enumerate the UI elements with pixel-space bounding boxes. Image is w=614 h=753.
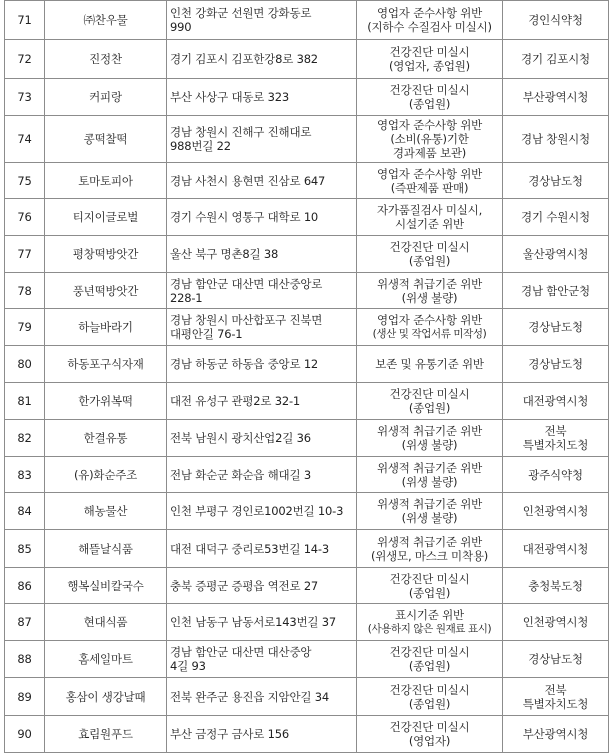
business-address-line: 대평안길 76-1: [170, 327, 243, 341]
table-row: [5, 199, 609, 236]
business-name: 해뜰날식품: [45, 530, 167, 568]
violation-detail: [357, 716, 503, 753]
violation-detail-line: 건강진단 미실시: [389, 240, 470, 254]
violations-table-body: [5, 1, 609, 753]
table-row: [5, 604, 609, 641]
row-number: 84: [5, 493, 45, 530]
business-name: 한가위복떡: [45, 383, 167, 420]
business-address-line: 990: [170, 20, 192, 34]
business-name: 행복실비칼국수: [45, 568, 167, 604]
row-number: 89: [5, 678, 45, 716]
violation-detail-line: 영업자 준수사항 위반: [376, 313, 483, 327]
row-number: 79: [5, 309, 45, 346]
business-name: 하늘바라기: [45, 309, 167, 346]
violation-detail-line: 건강진단 미실시: [389, 83, 470, 97]
violation-detail: [357, 1, 503, 40]
violation-detail: [357, 383, 503, 420]
row-number: 85: [5, 530, 45, 568]
violation-detail: [357, 273, 503, 309]
table-row: [5, 530, 609, 568]
business-address-line: 4길 93: [170, 659, 206, 673]
violation-detail: [357, 678, 503, 716]
violation-detail-line: (위생모, 마스크 미착용): [370, 548, 489, 563]
agency: 충청북도청: [503, 568, 609, 604]
agency: 경기 수원시청: [503, 199, 609, 236]
business-address: [167, 641, 357, 678]
business-address-line: 인천 부평구 경인로1002번길 10-3: [170, 504, 344, 518]
business-address-line: 경남 창원시 마산합포구 진북면: [170, 313, 323, 327]
business-address-line: 인천 남동구 남동서로143번길 37: [170, 615, 336, 629]
violation-detail-line: 영업자 준수사항 위반: [376, 166, 483, 181]
business-name: 진정찬: [45, 40, 167, 79]
agency: 경남 함안군청: [503, 273, 609, 309]
table-row: [5, 346, 609, 383]
row-number: 81: [5, 383, 45, 420]
business-address: [167, 273, 357, 309]
business-address-line: 전북 남원시 광치산업2길 36: [170, 431, 311, 445]
agency: 인천광역시청: [503, 604, 609, 641]
business-name: 하동포구식자재: [45, 346, 167, 383]
business-address: [167, 1, 357, 40]
row-number: 75: [5, 163, 45, 199]
violation-detail-line: 위생적 취급기준 위반: [376, 534, 483, 549]
business-address: [167, 236, 357, 273]
business-address: [167, 420, 357, 457]
business-address-line: 228-1: [170, 290, 203, 305]
row-number: 87: [5, 604, 45, 641]
business-address: [167, 457, 357, 493]
business-address: [167, 309, 357, 346]
violation-detail-line: 자가품질검사 미실시,: [376, 203, 483, 217]
violation-detail-line: 위생적 취급기준 위반: [376, 460, 483, 475]
business-address-line: 대전 유성구 관평2로 32-1: [170, 394, 301, 408]
agency: 대전광역시청: [503, 530, 609, 568]
agency: 대전광역시청: [503, 383, 609, 420]
business-name: 풍년떡방앗간: [45, 273, 167, 309]
table-row: [5, 568, 609, 604]
business-name: 홈세일마트: [45, 641, 167, 678]
violation-detail-line: (영업자, 종업원): [389, 59, 470, 73]
business-address-line: 988번길 22: [170, 139, 231, 153]
business-name: 해농물산: [45, 493, 167, 530]
row-number: 76: [5, 199, 45, 236]
agency: 인천광역시청: [503, 493, 609, 530]
violation-detail-line: (위생 불량): [401, 438, 458, 452]
violation-detail: [357, 641, 503, 678]
table-row: [5, 79, 609, 116]
violation-detail-line: 위생적 취급기준 위반: [376, 276, 483, 291]
business-address-line: 경기 김포시 김포한강8로 382: [170, 52, 318, 66]
violation-detail-line: 건강진단 미실시: [389, 45, 470, 59]
violation-detail-line: 위생적 취급기준 위반: [376, 424, 483, 438]
violation-detail-line: (생산 및 작업서류 미작성): [372, 328, 487, 340]
row-number: 80: [5, 346, 45, 383]
row-number: 86: [5, 568, 45, 604]
table-row: [5, 383, 609, 420]
violation-detail-line: 시설기준 위반: [395, 217, 464, 231]
violations-table: [4, 0, 609, 753]
violation-detail: [357, 493, 503, 530]
business-name: 효림원푸드: [45, 716, 167, 753]
violation-detail-line: (종업원): [408, 401, 451, 415]
violation-detail-line: 영업자 준수사항 위반: [376, 6, 483, 20]
business-address: [167, 604, 357, 641]
business-address: [167, 163, 357, 199]
business-address-line: 경남 함안군 대산면 대산중앙로: [170, 276, 323, 291]
agency: 경상남도청: [503, 641, 609, 678]
table-row: [5, 116, 609, 163]
violation-detail-line: 건강진단 미실시: [389, 682, 470, 697]
table-row: [5, 40, 609, 79]
agency: 경남 창원시청: [503, 116, 609, 163]
business-address-line: 경남 하동군 하동읍 중앙로 12: [170, 357, 319, 371]
business-address: [167, 568, 357, 604]
agency: 울산광역시청: [503, 236, 609, 273]
violation-detail-line: 건강진단 미실시: [389, 571, 470, 586]
business-address: [167, 383, 357, 420]
business-address: [167, 79, 357, 116]
agency: 경상남도청: [503, 163, 609, 199]
row-number: 73: [5, 79, 45, 116]
table-row: [5, 493, 609, 530]
violation-detail: [357, 530, 503, 568]
violation-detail: [357, 309, 503, 346]
business-name: ㈜찬우물: [45, 1, 167, 40]
table-row: [5, 457, 609, 493]
business-address: [167, 116, 357, 163]
violation-detail: [357, 79, 503, 116]
agency: 부산광역시청: [503, 79, 609, 116]
row-number: 72: [5, 40, 45, 79]
row-number: 71: [5, 1, 45, 40]
row-number: 83: [5, 457, 45, 493]
business-address: [167, 199, 357, 236]
violation-detail: [357, 420, 503, 457]
violation-detail-line: (위생 불량): [401, 290, 458, 305]
business-address-line: 부산 금정구 금사로 156: [170, 727, 289, 741]
violation-detail-line: (사용하지 않은 원재료 표시): [367, 623, 492, 635]
business-address-line: 경남 함안군 대산면 대산중앙: [170, 645, 312, 659]
violation-detail: [357, 236, 503, 273]
business-address-line: 울산 북구 명촌8길 38: [170, 247, 279, 261]
violation-detail: [357, 604, 503, 641]
violation-detail-line: 보존 및 유통기준 위반: [375, 357, 484, 371]
table-row: [5, 236, 609, 273]
business-name: 콩떡찰떡: [45, 116, 167, 163]
business-address-line: 경남 사천시 용현면 진삼로 647: [170, 173, 326, 188]
business-name: 평창떡방앗간: [45, 236, 167, 273]
violation-detail-line: 표시기준 위반: [395, 608, 464, 622]
violation-detail-line: (종업원): [408, 659, 451, 673]
business-name: 티지이글로벌: [45, 199, 167, 236]
business-name: 홍삼이 생강날때: [45, 678, 167, 716]
table-row: [5, 716, 609, 753]
table-row: [5, 273, 609, 309]
agency: 광주식약청: [503, 457, 609, 493]
violation-detail: [357, 346, 503, 383]
business-name: 커피랑: [45, 79, 167, 116]
violation-detail-line: (종업원): [408, 696, 451, 711]
row-number: 82: [5, 420, 45, 457]
row-number: 88: [5, 641, 45, 678]
violation-detail-line: 위생적 취급기준 위반: [376, 497, 483, 511]
table-row: [5, 163, 609, 199]
business-name: 현대식품: [45, 604, 167, 641]
violation-detail-line: (위생 불량): [401, 511, 458, 525]
violation-detail-line: (지하수 수질검사 미실시): [367, 20, 492, 34]
table-row: [5, 641, 609, 678]
business-address-line: 인천 강화군 선원면 강화동로: [170, 6, 312, 20]
violation-detail-line: 건강진단 미실시: [389, 720, 470, 734]
row-number: 74: [5, 116, 45, 163]
violation-detail-line: (종업원): [408, 97, 451, 111]
agency: 전북 특별자치도청: [503, 420, 609, 457]
violation-detail-line: (종업원): [408, 254, 451, 268]
agency: 경상남도청: [503, 309, 609, 346]
violation-detail-line: (종업원): [408, 585, 451, 600]
violation-detail: [357, 163, 503, 199]
table-row: [5, 420, 609, 457]
business-address: [167, 40, 357, 79]
row-number: 90: [5, 716, 45, 753]
row-number: 77: [5, 236, 45, 273]
business-address-line: 부산 사상구 대동로 323: [170, 90, 289, 104]
violation-detail-line: (즉판제품 판매): [390, 180, 469, 195]
business-name: 한결유통: [45, 420, 167, 457]
violation-detail: [357, 199, 503, 236]
violation-detail-line: (소비(유통)기한: [390, 132, 469, 146]
violation-detail-line: 경과제품 보관): [392, 146, 467, 160]
business-address-line: 충북 증평군 증평읍 역전로 27: [170, 578, 319, 593]
agency: 전북 특별자치도청: [503, 678, 609, 716]
violation-detail-line: (영업자): [408, 734, 451, 748]
business-address-line: 경남 창원시 진해구 진해대로: [170, 125, 312, 139]
business-name: 토마토피아: [45, 163, 167, 199]
business-address: [167, 716, 357, 753]
business-address: [167, 346, 357, 383]
business-name: (유)화순주조: [45, 457, 167, 493]
business-address: [167, 678, 357, 716]
table-row: [5, 1, 609, 40]
violation-detail-line: (위생 불량): [401, 474, 458, 489]
violation-detail: [357, 568, 503, 604]
agency: 부산광역시청: [503, 716, 609, 753]
business-address-line: 경기 수원시 영통구 대학로 10: [170, 210, 319, 224]
violation-detail: [357, 116, 503, 163]
business-address: [167, 530, 357, 568]
violation-detail-line: 건강진단 미실시: [389, 387, 470, 401]
business-address-line: 전남 화순군 화순읍 해대길 3: [170, 467, 311, 482]
violation-detail-line: 건강진단 미실시: [389, 645, 470, 659]
agency: 경기 김포시청: [503, 40, 609, 79]
table-row: [5, 309, 609, 346]
business-address: [167, 493, 357, 530]
business-address-line: 전북 완주군 용진읍 지암안길 34: [170, 689, 329, 704]
business-address-line: 대전 대덕구 중리로53번길 14-3: [170, 541, 329, 556]
agency: 경인식약청: [503, 1, 609, 40]
violation-detail-line: 영업자 준수사항 위반: [376, 118, 483, 132]
violation-detail: [357, 457, 503, 493]
table-row: [5, 678, 609, 716]
violation-detail: [357, 40, 503, 79]
row-number: 78: [5, 273, 45, 309]
agency: 경상남도청: [503, 346, 609, 383]
